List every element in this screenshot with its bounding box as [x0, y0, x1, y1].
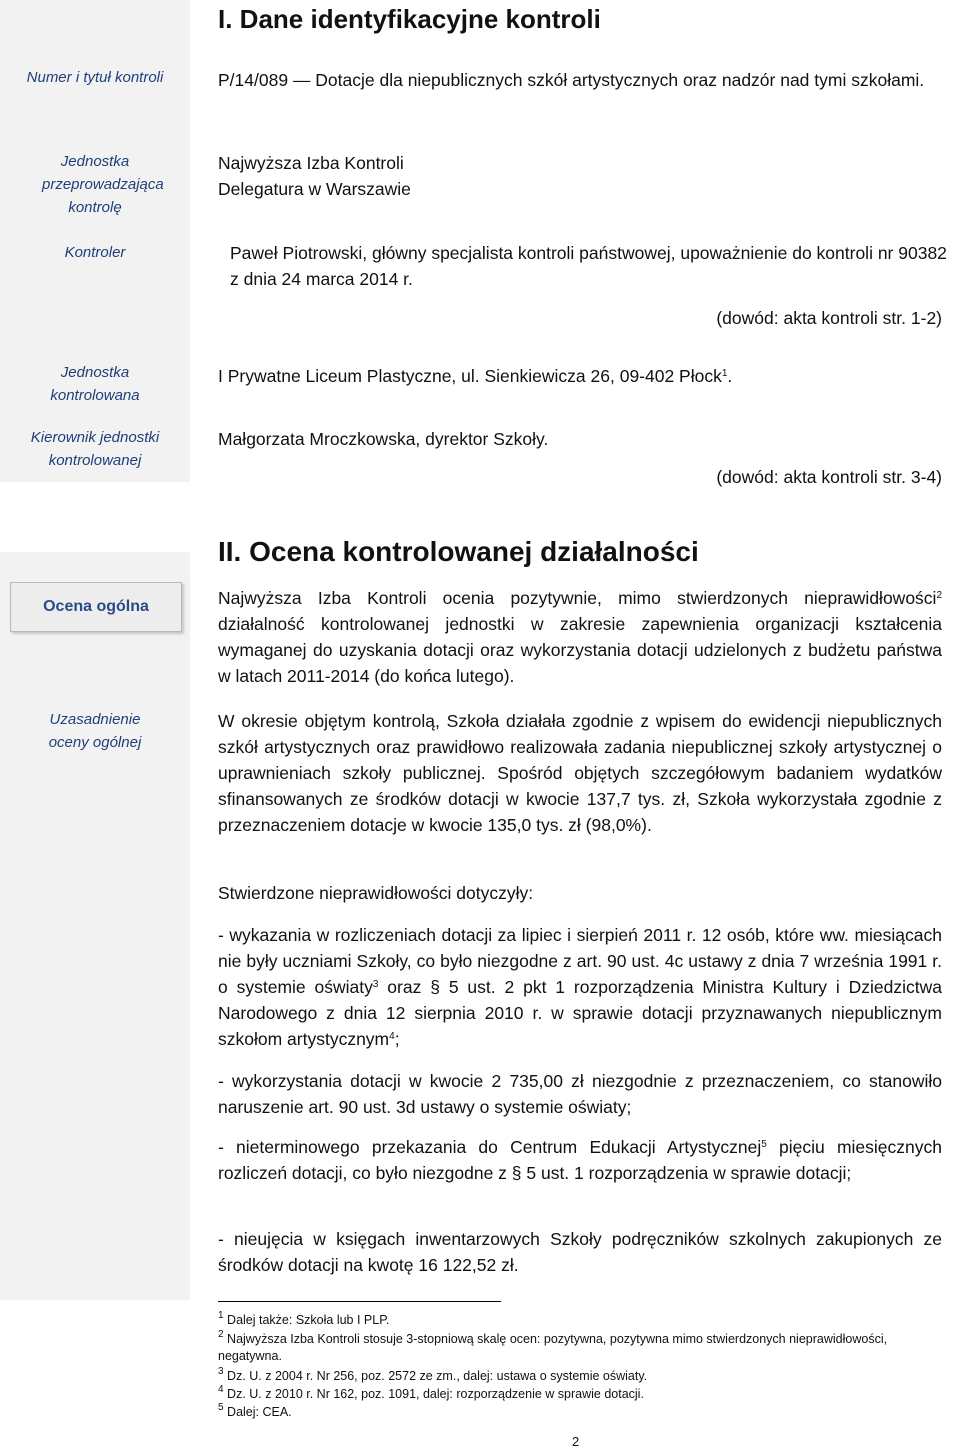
label-jednostka-kontrolowana: Jednostka kontrolowana: [50, 364, 140, 404]
label-kontroler: Kontroler: [64, 244, 126, 261]
footnote-ref-5[interactable]: 5: [761, 1139, 767, 1150]
irregularity-item-2: - wykorzystania dotacji w kwocie 2 735,00 zł niezgodnie z przeznaczeniem, co stanowiło naruszenie art. 90 ust. 3d ustawy o systemie oświaty;: [218, 1071, 942, 1117]
footnote-ref-4[interactable]: 4: [389, 1031, 395, 1042]
irregularity-1-text-b: oraz § 5 ust. 2 pkt 1 rozporządzenia Ministra Kultury i Dziedzictwa Narodowego z dnia 12 sierpnia 2010 r. w sprawie dotacji przyznawanych niepublicznym szkołom artystycznym: [218, 977, 943, 1049]
irregularity-1-text-c: ;: [394, 1029, 400, 1049]
irregularity-item-3: [218, 1134, 942, 1186]
label-uzasadnienie: Uzasadnienie oceny ogólnej: [48, 711, 142, 751]
irregularities-intro: Stwierdzone nieprawidłowości dotyczyły:: [218, 883, 534, 903]
irregularity-1-text-a: - wykazania w rozliczeniach dotacji za lipiec i sierpień 2011 r. 12 osób, które ww. miesiącach nie były uczniami Szkoły, co było niezgodne z art. 90 ust. 4c ustawy z dnia 7 września 1991 r. o systemie oświaty: [218, 925, 942, 997]
justification-paragraph: W okresie objętym kontrolą, Szkoła działała zgodnie z wpisem do ewidencji niepublicznych szkół artystycznych oraz prawidłowo realizowała zadania niepublicznej szkoły artystycznej o uprawnieniach szkoły publicznej. Spośród objętych szczegółowym badaniem wydatków sfinansowanych ze środków dotacji w kwocie 137,7 tys. zł, Szkoła wykorzystała zgodnie z przeznaczeniem dotacje w kwocie 135,0 tys. zł (98,0%).: [218, 711, 942, 835]
footnote-5: [218, 1404, 942, 1421]
footnote-ref-1[interactable]: 1: [721, 368, 728, 379]
label-jednostka-przeprowadzajaca: Jednostka przeprowadzająca kontrolę: [42, 153, 164, 216]
value-jednostka-line2: Delegatura w Warszawie: [218, 179, 411, 199]
section-1-heading: I. Dane identyfikacyjne kontroli: [218, 4, 601, 34]
footnote-2-text: Najwyższa Izba Kontroli stosuje 3-stopniową skalę ocen: pozytywna, pozytywna mimo stwierdzonych nieprawidłowości, negatywna.: [218, 1332, 888, 1363]
sidebar-panel-assessment: [0, 552, 190, 1300]
footnote-5-number: 5: [218, 1402, 224, 1413]
jednostka-kontrolowana-tail: .: [727, 366, 733, 386]
footnote-1: [218, 1312, 942, 1329]
value-kontroler: Paweł Piotrowski, główny specjalista kontroli państwowej, upoważnienie do kontroli nr 90382 z dnia 24 marca 2014 r.: [230, 243, 947, 289]
footnote-4: [218, 1386, 942, 1403]
footnote-2: [218, 1331, 942, 1365]
value-jednostka-line1: Najwyższa Izba Kontroli: [218, 153, 404, 173]
irregularity-3-text-b: pięciu miesięcznych rozliczeń dotacji, co było niezgodne z § 5 ust. 1 rozporządzenia w sprawie dotacji;: [218, 1137, 943, 1183]
assessment-paragraph: [218, 585, 942, 689]
irregularity-item-1: [218, 922, 942, 1052]
evidence-kontroler: (dowód: akta kontroli str. 1-2): [716, 308, 942, 328]
footnote-1-number: 1: [218, 1310, 224, 1321]
assessment-text-b: działalność kontrolowanej jednostki w zakresie zapewnienia organizacji kształcenia wymaganej do uzyskania dotacji oraz wykorzystania dotacji udzielonych z budżetu państwa w latach 2011-2014 (do końca lutego).: [218, 614, 942, 686]
footnote-ref-2[interactable]: 2: [936, 590, 942, 601]
label-kierownik: Kierownik jednostki kontrolowanej: [30, 429, 160, 469]
section-2-heading: II. Ocena kontrolowanej działalności: [218, 536, 699, 567]
value-numer-tytul: P/14/089 — Dotacje dla niepublicznych szkół artystycznych oraz nadzór nad tymi szkołami.: [218, 70, 925, 90]
footnote-3: [218, 1368, 942, 1385]
footnote-1-text: Dalej także: Szkoła lub I PLP.: [227, 1313, 390, 1327]
footnote-separator: [218, 1301, 501, 1302]
footnote-3-number: 3: [218, 1366, 224, 1377]
jednostka-kontrolowana-text: I Prywatne Liceum Plastyczne, ul. Sienkiewicza 26, 09-402 Płock: [218, 366, 722, 386]
evidence-kierownik: (dowód: akta kontroli str. 3-4): [716, 467, 942, 487]
page-number: 2: [572, 1434, 580, 1449]
irregularity-3-text-a: - nieterminowego przekazania do Centrum Edukacji Artystycznej: [218, 1137, 762, 1157]
footnote-4-text: Dz. U. z 2010 r. Nr 162, poz. 1091, dalej: rozporządzenie w sprawie dotacji.: [227, 1387, 644, 1401]
value-kierownik: Małgorzata Mroczkowska, dyrektor Szkoły.: [218, 429, 549, 449]
footnote-5-text: Dalej: CEA.: [227, 1405, 292, 1419]
irregularity-item-4: - nieujęcia w księgach inwentarzowych Szkoły podręczników szkolnych zakupionych ze środków dotacji na kwotę 16 122,52 zł.: [218, 1229, 942, 1275]
footnote-4-number: 4: [218, 1384, 224, 1395]
footnote-ref-3[interactable]: 3: [372, 979, 379, 990]
assessment-text-a: Najwyższa Izba Kontroli ocenia pozytywnie, mimo stwierdzonych nieprawidłowości: [218, 588, 937, 608]
ocena-ogolna-box: Ocena ogólna: [10, 582, 182, 632]
footnote-2-number: 2: [218, 1329, 224, 1340]
label-numer-tytul: Numer i tytuł kontroli: [26, 69, 164, 86]
value-jednostka-kontrolowana: [218, 363, 942, 389]
footnote-3-text: Dz. U. z 2004 r. Nr 256, poz. 2572 ze zm., dalej: ustawa o systemie oświaty.: [227, 1369, 648, 1383]
